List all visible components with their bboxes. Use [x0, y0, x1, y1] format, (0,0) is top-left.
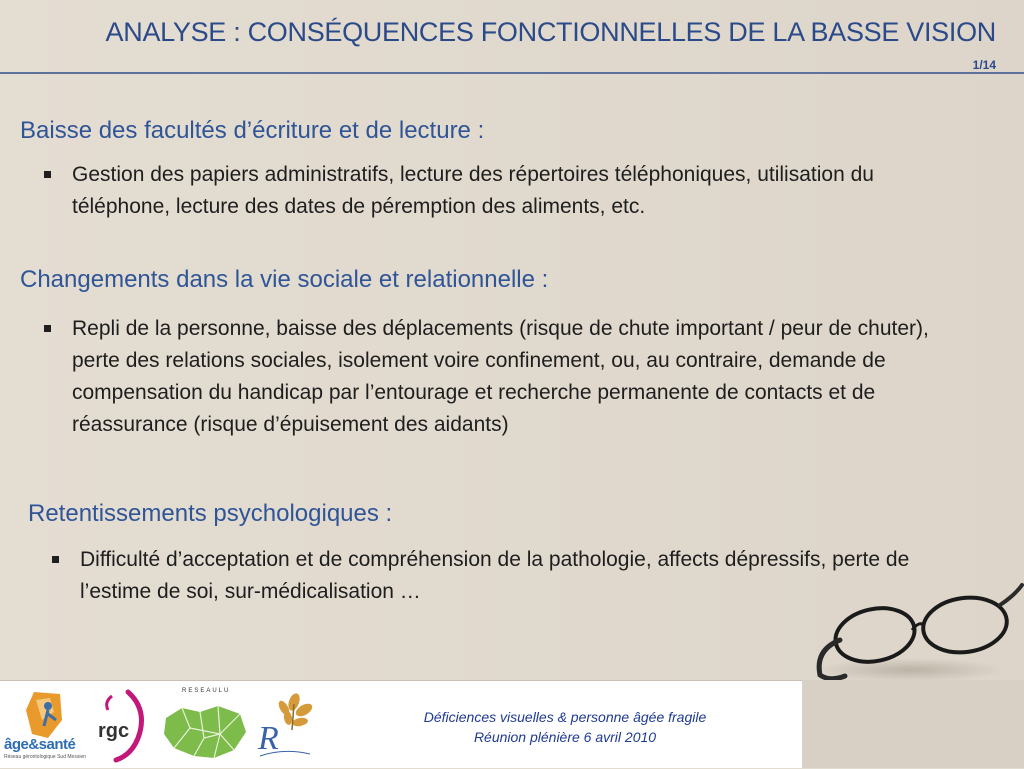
bullet-square-icon — [44, 325, 51, 332]
age-sante-logo-text: âge&santé — [4, 736, 76, 753]
gerontologique-logo — [254, 690, 318, 762]
bullet-text: Gestion des papiers administratifs, lecture des répertoires téléphoniques, utilisation du téléphone, lecture des dates de péremption des aliments, etc. — [72, 163, 874, 218]
bullet-square-icon — [44, 171, 51, 178]
footer-caption-date: Réunion plénière 6 avril 2010 — [473, 729, 657, 745]
section-heading-writing-reading: Baisse des facultés d’écriture et de lecture : — [20, 117, 485, 144]
footer-caption-title: Déficiences visuelles & personne âgée fragile — [423, 709, 707, 725]
bullet-text: Difficulté d’acceptation et de compréhension de la pathologie, affects dépressifs, perte de l’estime de soi, sur-médicalisation … — [80, 548, 910, 603]
section-heading-psychological: Retentissements psychologiques : — [28, 500, 393, 527]
rgc-logo-text: rgc — [98, 720, 130, 742]
region-map-icon — [160, 698, 250, 764]
gerontologique-logo-text: R — [258, 720, 279, 757]
glasses-icon — [800, 580, 1024, 685]
bullet-text: Repli de la personne, baisse des déplacements (risque de chute important / peur de chuter), perte des relations sociales, isolement voire confinement, ou, au contraire, demande de compensation du handicap par l’entourage et recherche permanente de contacts et de réassurance (risque d’épuisement des aidants) — [72, 317, 929, 436]
title-divider — [0, 72, 1024, 74]
bullet-item — [52, 544, 912, 608]
footer-accent — [802, 680, 1024, 768]
bullet-item — [44, 313, 954, 441]
bullet-square-icon — [52, 556, 59, 563]
reseau-map-logo-text: RESEAULU — [182, 688, 231, 694]
section-heading-social-life: Changements dans la vie sociale et relationnelle : — [20, 266, 549, 293]
footer-divider — [0, 680, 802, 681]
rgc-logo — [94, 688, 154, 764]
slide-title: ANALYSE : CONSÉQUENCES FONCTIONNELLES DE LA BASSE VISION — [105, 17, 996, 47]
reseau-map-logo — [160, 688, 250, 764]
age-sante-logo — [4, 690, 86, 762]
age-sante-emblem-icon — [4, 690, 86, 740]
bullet-item — [44, 159, 964, 223]
footer-caption — [330, 707, 800, 747]
age-sante-logo-subtext: Réseau gérontologique Sud Messien — [4, 754, 86, 760]
page-number: 1/14 — [972, 58, 996, 72]
